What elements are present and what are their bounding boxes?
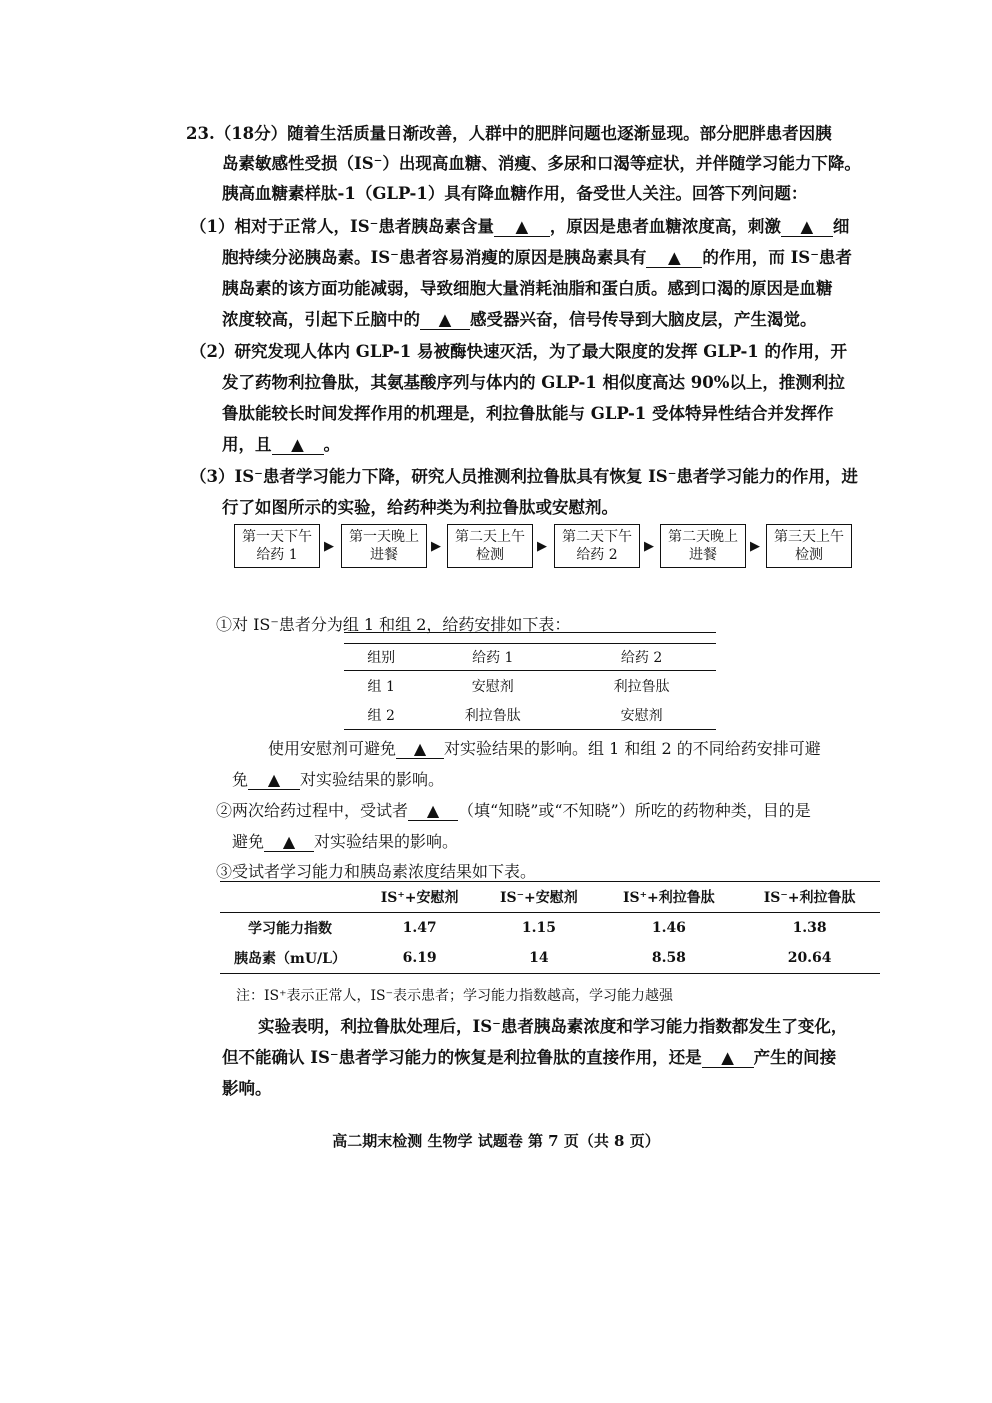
answer-blank[interactable]: ▲ [420,311,470,330]
conclusion-line-3: 影响。 [222,1079,272,1098]
table-header-cell: IS⁻+安慰剂 [479,882,598,913]
part2-line-2: 发了药物利拉鲁肽，其氨基酸序列与体内的 GLP-1 相似度高达 90%以上，推测利拉 [222,373,845,392]
table-cell: 安慰剂 [620,707,663,724]
table-row [220,943,880,974]
conclusion-line-2: 但不能确认 IS⁻患者学习能力的恢复是利拉鲁肽的直接作用，还是 ▲ 产生的间接 [222,1048,837,1067]
divider [344,632,716,633]
flow-step: 第三天上午 检测 [766,524,852,568]
table-header-row [344,644,716,671]
table-cell: 安慰剂 [471,678,514,695]
table-row [344,700,716,730]
answer-blank[interactable]: ▲ [494,218,550,237]
part1-line-3: 胰岛素的该方面功能减弱，导致细胞大量消耗油脂和蛋白质。感到口渴的原因是血糖 [222,279,833,298]
table-row [344,671,716,701]
flow-step: 第一天晚上 进餐 [341,524,427,568]
answer-blank[interactable]: ▲ [272,436,324,455]
table-cell: 1.38 [792,920,827,936]
answer-blank[interactable]: ▲ [248,771,300,790]
flow-step: 第二天上午 检测 [447,524,533,568]
part1-line-4: 浓度较高，引起下丘脑中的 ▲ 感受器兴奋，信号传导到大脑皮层，产生渴觉。 [222,310,817,329]
question-line-2: 岛素敏感性受损（IS⁻）出现高血糖、消瘦、多尿和口渴等症状，并伴随学习能力下降。 [222,154,861,173]
table-note: 注：IS⁺表示正常人，IS⁻表示患者；学习能力指数越高，学习能力越强 [236,988,674,1004]
table-cell: 组 2 [367,707,395,724]
flow-arrow-icon: ▶ [750,539,760,554]
sub1-intro: ①对 IS⁻患者分为组 1 和组 2，给药安排如下表： [216,615,571,634]
part2-line-1: （2）研究发现人体内 GLP-1 易被酶快速灭活，为了最大限度的发挥 GLP-1 的作用，开 [190,342,848,361]
table-cell: 14 [529,950,549,966]
results-table [220,881,880,974]
answer-blank[interactable]: ▲ [396,740,444,759]
experiment-flowchart [234,524,854,574]
table-cell: 利拉鲁肽 [464,707,521,724]
flow-arrow-icon: ▶ [644,539,654,554]
part3-line-2: 行了如图所示的实验，给药种类为利拉鲁肽或安慰剂。 [222,498,618,517]
flow-arrow-icon: ▶ [431,539,441,554]
flow-step: 第二天晚上 进餐 [660,524,746,568]
table-header-cell [220,882,360,913]
table-header-cell: 给药 1 [418,644,567,671]
table-cell: 6.19 [402,950,437,966]
sub1-after-line-2: 免 ▲ 对实验结果的影响。 [232,770,445,789]
sub1-after-line-1: 使用安慰剂可避免 ▲ 对实验结果的影响。组 1 和组 2 的不同给药安排可避 [268,739,821,758]
question-line-1: 23.（18分）随着生活质量日渐改善，人群中的肥胖问题也逐渐显现。部分肥胖患者因胰 [186,124,832,143]
part3-line-1: （3）IS⁻患者学习能力下降，研究人员推测利拉鲁肽具有恢复 IS⁻患者学习能力的作用，进 [190,467,858,486]
sub3-intro: ③受试者学习能力和胰岛素浓度结果如下表。 [216,862,537,881]
flow-arrow-icon: ▶ [537,539,547,554]
answer-blank[interactable]: ▲ [264,833,314,852]
table-cell: 20.64 [787,950,832,966]
part2-line-3: 鲁肽能较长时间发挥作用的机理是，利拉鲁肽能与 GLP-1 受体特异性结合并发挥作 [222,404,834,423]
answer-blank[interactable]: ▲ [646,249,702,268]
conclusion-line-1: 实验表明，利拉鲁肽处理后，IS⁻患者胰岛素浓度和学习能力指数都发生了变化， [258,1017,848,1036]
answer-blank[interactable]: ▲ [408,802,458,821]
table-header-cell: IS⁻+利拉鲁肽 [739,882,880,913]
dosing-table [344,643,716,730]
answer-blank[interactable]: ▲ [781,218,833,237]
table-cell: 1.46 [651,920,686,936]
table-cell: 1.47 [402,920,437,936]
answer-blank[interactable]: ▲ [702,1049,754,1068]
part2-line-4: 用，且 ▲ 。 [222,435,340,454]
table-header-cell: 给药 2 [567,644,716,671]
sub2-line-1: ②两次给药过程中，受试者 ▲ （填“知晓”或“不知晓”）所吃的药物种类，目的是 [216,801,811,820]
question-line-3: 胰高血糖素样肽-1（GLP-1）具有降血糖作用，备受世人关注。回答下列问题： [222,184,808,203]
table-header-cell: 组别 [344,644,418,671]
page-footer: 高二期末检测 生物学 试题卷 第 7 页（共 8 页） [332,1132,660,1150]
table-header-cell: IS⁺+利拉鲁肽 [599,882,740,913]
table-cell: 8.58 [651,950,686,966]
part1-line-2: 胞持续分泌胰岛素。IS⁻患者容易消瘦的原因是胰岛素具有 ▲ 的作用，而 IS⁻患者 [222,248,852,267]
sub2-line-2: 避免 ▲ 对实验结果的影响。 [232,832,459,851]
table-header-cell: IS⁺+安慰剂 [360,882,479,913]
part1-line-1: （1）相对于正常人，IS⁻患者胰岛素含量 ▲ ，原因是患者血糖浓度高，刺激 ▲ 细 [190,217,850,236]
flow-arrow-icon: ▶ [324,539,334,554]
table-cell: 组 1 [367,678,395,695]
table-cell: 利拉鲁肽 [613,678,670,695]
table-cell: 学习能力指数 [248,921,332,937]
flow-step: 第一天下午 给药 1 [234,524,320,568]
table-cell: 胰岛素（mU/L） [234,951,346,967]
table-header-row [220,882,880,913]
table-cell: 1.15 [521,920,556,936]
flow-step: 第二天下午 给药 2 [554,524,640,568]
table-row [220,913,880,944]
